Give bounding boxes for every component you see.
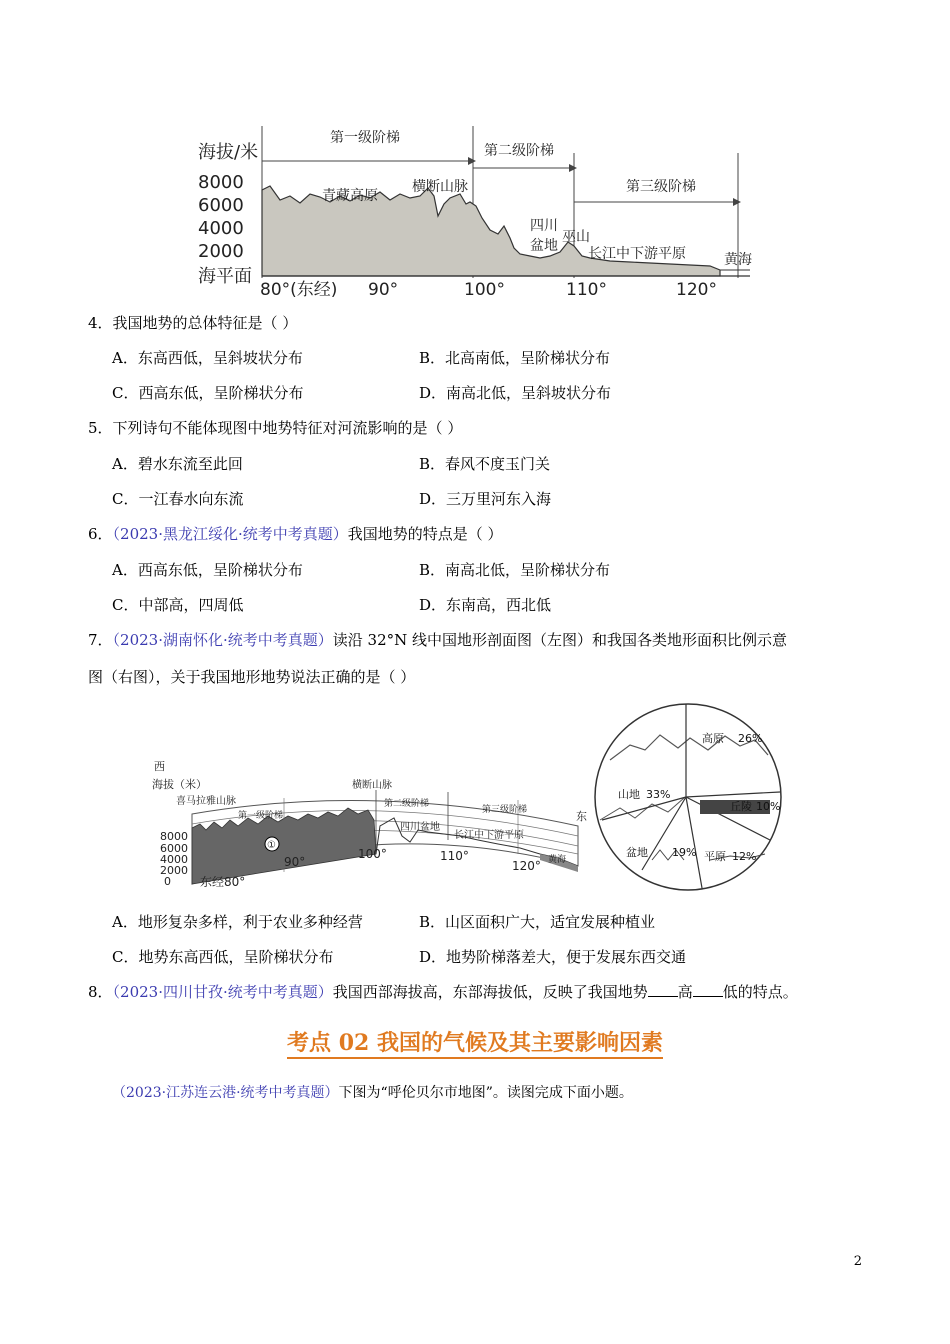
q6-option-a[interactable]: A．西高东低，呈阶梯状分布	[112, 561, 303, 579]
q7-source: （2023·湖南怀化·统考中考真题）	[112, 631, 333, 649]
q7-text-1: 读沿 32°N 线中国地形剖面图（左图）和我国各类地形面积比例示意	[332, 631, 788, 649]
profile-xtick-120: 120°	[676, 280, 717, 300]
region-wushan: 巫山	[562, 229, 590, 245]
q4-option-b[interactable]: B．北高南低，呈阶梯状分布	[419, 349, 611, 367]
fig2-label-step3: 第三级阶梯	[482, 805, 528, 815]
q8-text-b: 低的特点。	[722, 983, 798, 1001]
terrain-pie-figure	[590, 700, 790, 900]
q5-option-c[interactable]: C．一江春水向东流	[112, 490, 244, 508]
terrain-profile-figure	[190, 118, 760, 300]
q6-source: （2023·黑龙江绥化·统考中考真题）	[112, 525, 348, 543]
fig2-label-step1: 第一级阶梯	[238, 811, 284, 821]
pie-hill-pct: 10%	[756, 800, 781, 813]
region-yangtze-plain: 长江中下游平原	[588, 246, 686, 262]
q5-option-d[interactable]: D．三万里河东入海	[419, 490, 552, 508]
region-yellow-sea: 黄海	[724, 252, 752, 268]
q4-stem: 4．我国地势的总体特征是（ ）	[88, 314, 298, 332]
q6-option-c[interactable]: C．中部高，四周低	[112, 596, 244, 614]
section-heading	[0, 1026, 950, 1057]
q8-text-a: 我国西部海拔高，东部海拔低，反映了我国地势	[332, 983, 648, 1001]
profile-xtick-100: 100°	[464, 280, 505, 300]
fig2-xtick-120: 120°	[512, 859, 541, 873]
fig2-ylabel: 海拔（米）	[152, 778, 207, 791]
curved-profile-figure	[148, 744, 598, 894]
pie-mountain-pct: 33%	[646, 788, 671, 801]
intro-text: 下图为“呼伦贝尔市地图”。读图完成下面小题。	[338, 1085, 633, 1101]
step-1-label: 第一级阶梯	[330, 130, 400, 146]
q6-number: 6．	[88, 525, 113, 543]
q8-text-mid: 高	[677, 983, 693, 1001]
q8-number: 8．	[88, 983, 113, 1001]
q7-option-b[interactable]: B．山区面积广大，适宜发展种植业	[419, 913, 656, 931]
pie-plain-label: 平原	[704, 850, 726, 863]
q5-stem: 5．下列诗句不能体现图中地势特征对河流影响的是（ ）	[88, 419, 463, 437]
fig2-xtick-80: 东经80°	[200, 875, 246, 889]
intro-line	[112, 1083, 633, 1103]
fig2-xtick-110: 110°	[440, 849, 469, 863]
fig2-marker-1: ①	[267, 840, 276, 851]
pie-plain-pct: 12%	[732, 850, 757, 863]
pie-mountain-label: 山地	[618, 788, 640, 801]
q7-option-d[interactable]: D．地势阶梯落差大，便于发展东西交通	[419, 948, 687, 966]
fig2-ytick-2000: 2000	[160, 864, 188, 877]
fig2-xtick-90: 90°	[284, 855, 306, 869]
q7-option-c[interactable]: C．地势东高西低，呈阶梯状分布	[112, 948, 334, 966]
profile-ylabel: 海拔/米	[198, 142, 259, 163]
fig2-label-sichuan-basin: 四川盆地	[400, 822, 440, 833]
step-3-label: 第三级阶梯	[626, 179, 696, 195]
fig2-xtick-100: 100°	[358, 847, 387, 861]
fig2-ytick-0: 0	[164, 875, 171, 888]
profile-ytick-2000: 2000	[198, 241, 244, 262]
page-number: 2	[853, 1254, 862, 1269]
q8-blank-2[interactable]	[693, 982, 723, 997]
fig2-label-yangtze-plain: 长江中下游平原	[454, 830, 524, 841]
pie-basin-label: 盆地	[626, 846, 648, 859]
q7-stem-line1	[88, 630, 787, 650]
profile-ytick-4000: 4000	[198, 218, 244, 239]
intro-source: （2023·江苏连云港·统考中考真题）	[112, 1085, 339, 1101]
region-basin: 盆地	[530, 238, 558, 254]
q6-text: 我国地势的特点是（ ）	[347, 525, 503, 543]
fig2-label-step2: 第二级阶梯	[384, 799, 430, 809]
q8-source: （2023·四川甘孜·统考中考真题）	[112, 983, 333, 1001]
profile-xtick-110: 110°	[566, 280, 607, 300]
pie-plateau-pct: 26%	[738, 732, 763, 745]
q5-option-b[interactable]: B．春风不度玉门关	[419, 455, 551, 473]
step-2-label: 第二级阶梯	[484, 143, 554, 159]
q5-option-a[interactable]: A．碧水东流至此回	[112, 455, 243, 473]
profile-ytick-6000: 6000	[198, 195, 244, 216]
q7-number: 7．	[88, 631, 113, 649]
q7-stem-line2: 图（右图），关于我国地形地势说法正确的是（ ）	[88, 668, 416, 686]
region-sichuan: 四川	[530, 218, 558, 234]
q6-stem	[88, 524, 503, 544]
profile-xtick-90: 90°	[368, 280, 399, 300]
region-qinghai-tibet: 青藏高原	[322, 188, 378, 204]
profile-xtick-80: 80°(东经)	[260, 280, 338, 300]
fig2-label-himalaya: 喜马拉雅山脉	[176, 796, 236, 807]
region-hengduan: 横断山脉	[412, 179, 468, 195]
q4-option-a[interactable]: A．东高西低，呈斜坡状分布	[112, 349, 303, 367]
q8-blank-1[interactable]	[648, 982, 678, 997]
pie-basin-pct: 19%	[672, 846, 697, 859]
fig2-ytick-8000: 8000	[160, 830, 188, 843]
q4-option-c[interactable]: C．西高东低，呈阶梯状分布	[112, 384, 304, 402]
fig2-east: 东	[576, 810, 587, 823]
profile-ytick-sea: 海平面	[198, 266, 252, 287]
q4-option-d[interactable]: D．南高北低，呈斜坡状分布	[419, 384, 612, 402]
q6-option-b[interactable]: B．南高北低，呈阶梯状分布	[419, 561, 611, 579]
profile-ytick-8000: 8000	[198, 172, 244, 193]
pie-plateau-label: 高原	[702, 732, 724, 745]
q7-option-a[interactable]: A．地形复杂多样，利于农业多种经营	[112, 913, 363, 931]
section-title: 考点 02 我国的气候及其主要影响因素	[287, 1030, 663, 1059]
fig2-west: 西	[154, 760, 165, 773]
fig2-label-hengduan: 横断山脉	[352, 780, 392, 791]
q6-option-d[interactable]: D．东南高，西北低	[419, 596, 552, 614]
fig2-label-yellow-sea: 黄海	[548, 855, 567, 865]
fig2-ytick-6000: 6000	[160, 842, 188, 855]
fig2-ytick-4000: 4000	[160, 853, 188, 866]
pie-hill-label: 丘陵	[730, 800, 752, 813]
q8-stem	[88, 982, 798, 1002]
